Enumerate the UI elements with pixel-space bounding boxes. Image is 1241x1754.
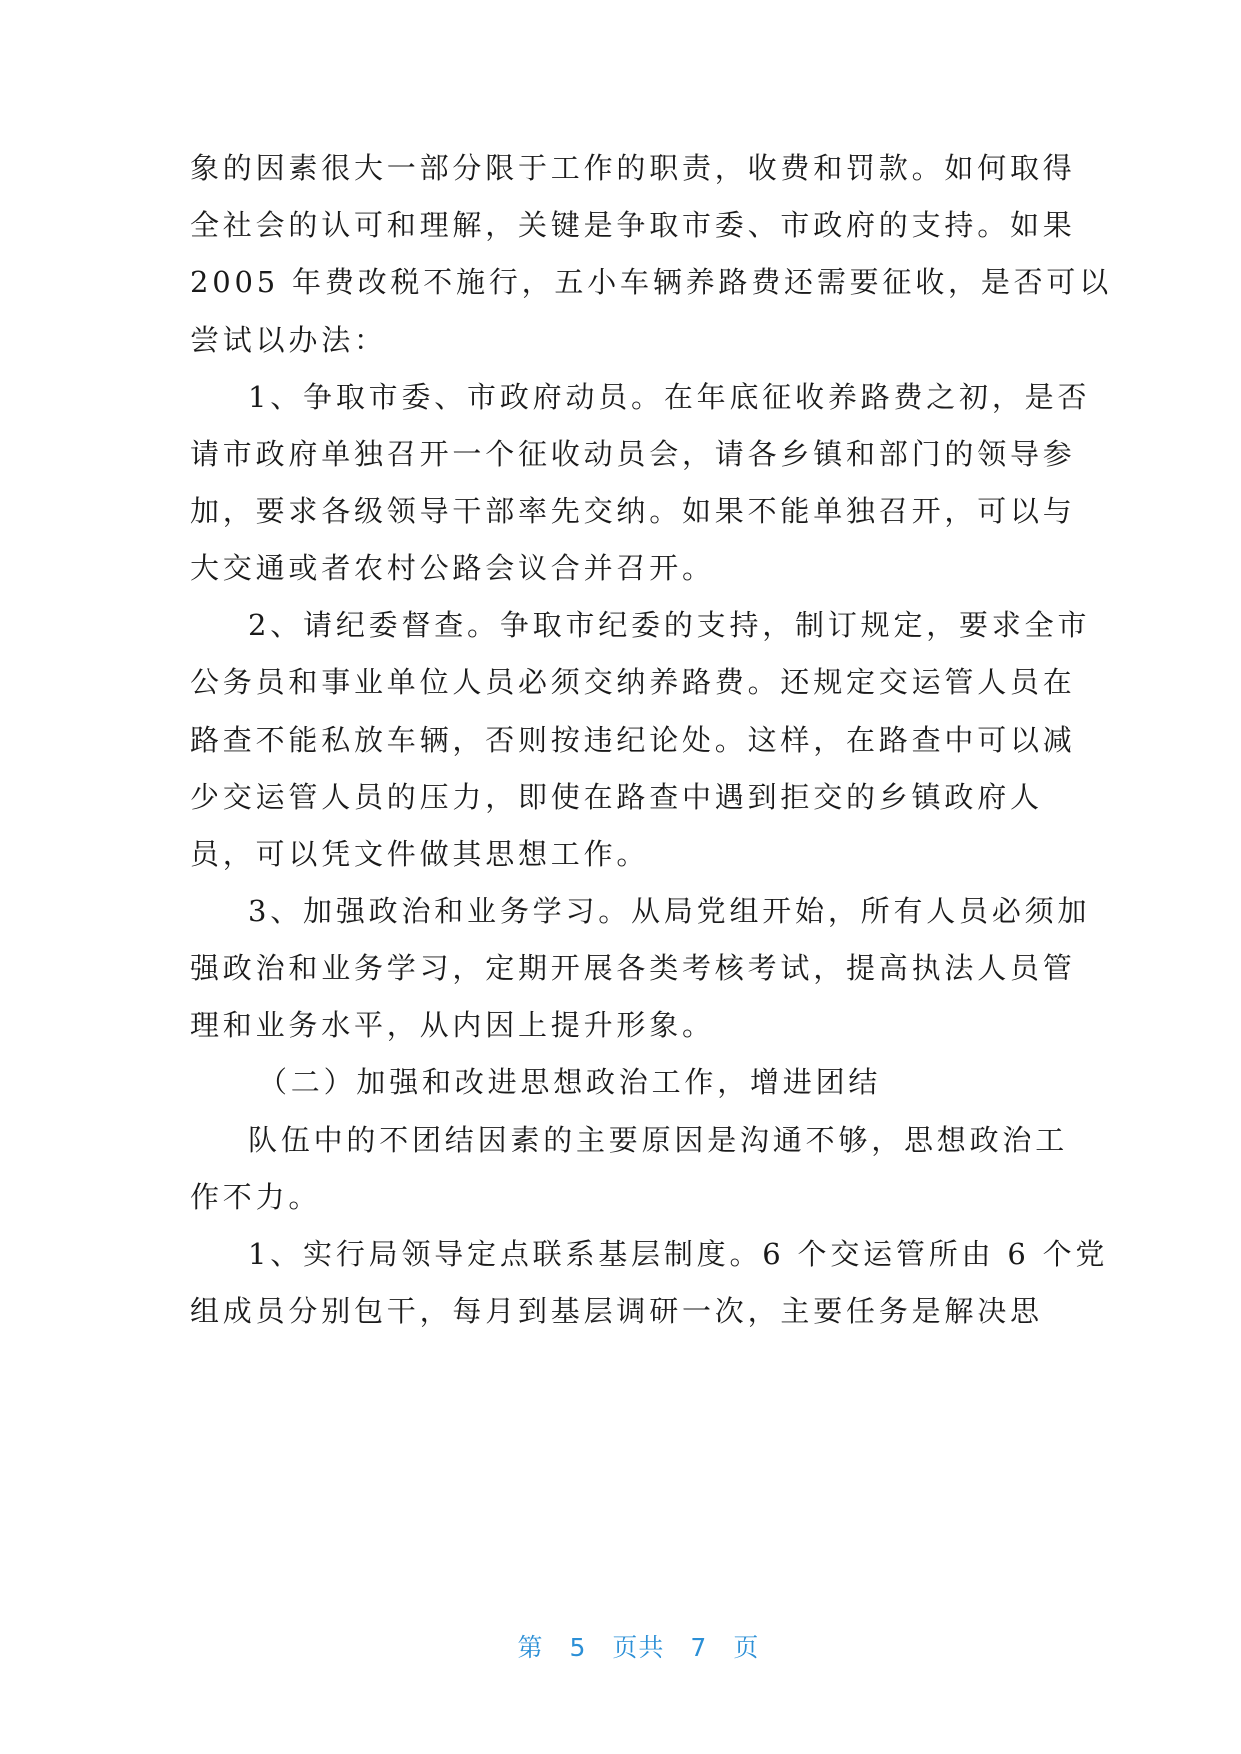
body-text-line: 强政治和业务学习，定期开展各类考核考试，提高执法人员管 — [190, 951, 1076, 985]
total-pages-number: 7 — [690, 1633, 708, 1662]
body-text-line: 加，要求各级领导干部率先交纳。如果不能单独召开，可以与 — [190, 494, 1076, 528]
body-text-line: 象的因素很大一部分限于工作的职责，收费和罚款。如何取得 — [190, 151, 1076, 185]
body-text-line: 理和业务水平，从内因上提升形象。 — [190, 1008, 715, 1042]
body-text-line: 尝试以办法： — [190, 323, 387, 357]
current-page-number: 5 — [569, 1633, 587, 1662]
body-text-line: 大交通或者农村公路会议合并召开。 — [190, 551, 715, 585]
body-text-line: 员，可以凭文件做其思想工作。 — [190, 837, 650, 871]
body-text-line: 2005 年费改税不施行，五小车辆养路费还需要征收，是否可以 — [190, 265, 1113, 299]
body-text-line: 路查不能私放车辆，否则按违纪论处。这样，在路查中可以减 — [190, 723, 1076, 757]
body-text-line: 作不力。 — [190, 1180, 322, 1214]
body-text-line: 1、争取市委、市政府动员。在年底征收养路费之初，是否 — [248, 380, 1091, 414]
page-footer — [0, 1599, 1241, 1693]
footer-prefix: 第 — [517, 1633, 544, 1662]
footer-middle: 页共 — [612, 1633, 665, 1662]
body-text-line: 组成员分别包干，每月到基层调研一次，主要任务是解决思 — [190, 1294, 1043, 1328]
body-text-line: 1、实行局领导定点联系基层制度。6 个交运管所由 6 个党 — [248, 1237, 1109, 1271]
body-text-line: 公务员和事业单位人员必须交纳养路费。还规定交运管人员在 — [190, 665, 1076, 699]
section-heading: （二）加强和改进思想政治工作，增进团结 — [258, 1065, 882, 1099]
body-text-line: 全社会的认可和理解，关键是争取市委、市政府的支持。如果 — [190, 208, 1076, 242]
body-text-line: 队伍中的不团结因素的主要原因是沟通不够，思想政治工 — [248, 1123, 1069, 1157]
body-text-line: 2、请纪委督查。争取市纪委的支持，制订规定，要求全市 — [248, 608, 1091, 642]
body-text-line: 3、加强政治和业务学习。从局党组开始，所有人员必须加 — [248, 894, 1091, 928]
body-text-line: 请市政府单独召开一个征收动员会，请各乡镇和部门的领导参 — [190, 437, 1076, 471]
footer-suffix: 页 — [733, 1633, 760, 1662]
body-text-line: 少交运管人员的压力，即使在路查中遇到拒交的乡镇政府人 — [190, 780, 1043, 814]
